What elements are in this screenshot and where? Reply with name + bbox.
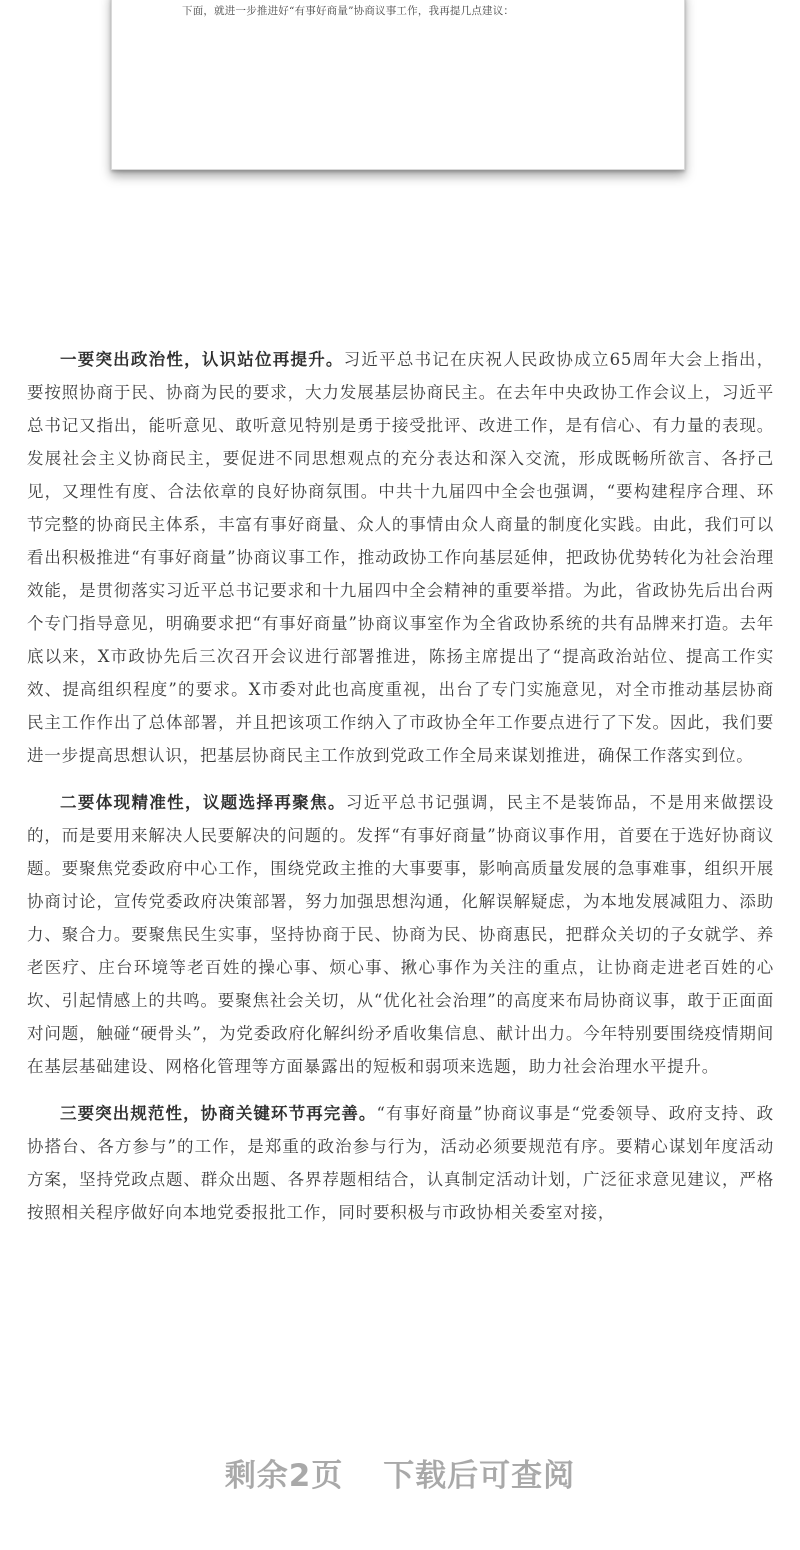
paragraph-1-heading: 一要突出政治性，认识站位再提升。 — [60, 350, 344, 369]
paragraph-1 — [27, 343, 774, 772]
paragraph-2-heading: 二要体现精准性，议题选择再聚焦。 — [60, 793, 346, 812]
remaining-pages-label: 剩余2页 — [224, 1458, 344, 1494]
download-to-view-label: 下载后可查阅 — [383, 1458, 576, 1494]
paragraph-2 — [27, 786, 774, 1083]
paragraph-1-text: 习近平总书记在庆祝人民政协成立65周年大会上指出，要按照协商于民、协商为民的要求，大力发展基层协商民主。在去年中央政协工作会议上，习近平总书记又指出，能听意见、敢听意见特别是勇于接受批评、改进工作，是有信心、有力量的表现。发展社会主义协商民主，要促进不同思想观点的充分表达和深入交流，形成既畅所欲言、各抒己见，又理性有度、合法依章的良好协商氛围。中共十九届四中全会也强调，“要构建程序合理、环节完整的协商民主体系，丰富有事好商量、众人的事情由众人商量的制度化实践。由此，我们可以看出积极推进“有事好商量”协商议事工作，推动政协工作向基层延伸，把政协优势转化为社会治理效能，是贯彻落实习近平总书记要求和十九届四中全会精神的重要举措。为此，省政协先后出台两个专门指导意见，明确要求把“有事好商量”协商议事室作为全省政协系统的共有品牌来打造。去年底以来，X市政协先后三次召开会议进行部署推进，陈扬主席提出了“提高政治站位、提高工作实效、提高组织程度”的要求。X市委对此也高度重视，出台了专门实施意见，对全市推动基层协商民主工作作出了总体部署，并且把该项工作纳入了市政协全年工作要点进行了下发。因此，我们要进一步提高思想认识，把基层协商民主工作放到党政工作全局来谋划推进，确保工作落实到位。 — [27, 350, 774, 765]
paragraph-2-text: 习近平总书记强调，民主不是装饰品，不是用来做摆设的，而是要用来解决人民要解决的问题的。发挥“有事好商量”协商议事作用，首要在于选好协商议题。要聚焦党委政府中心工作，围绕党政主推的大事要事，影响高质量发展的急事难事，组织开展协商讨论，宣传党委政府决策部署，努力加强思想沟通，化解误解疑虑，为本地发展减阻力、添助力、聚合力。要聚焦民生实事，坚持协商于民、协商为民、协商惠民，把群众关切的子女就学、养老医疗、庄台环境等老百姓的操心事、烦心事、揪心事作为关注的重点，让协商走进老百姓的心坎、引起情感上的共鸣。要聚焦社会关切，从“优化社会治理”的高度来布局协商议事，敢于正面面对问题，触碰“硬骨头”，为党委政府化解纠纷矛盾收集信息、献计出力。今年特别要围绕疫情期间在基层基础建设、网格化管理等方面暴露出的短板和弱项来选题，助力社会治理水平提升。 — [27, 793, 774, 1076]
document-body — [27, 343, 774, 1243]
paragraph-3 — [27, 1097, 774, 1229]
paragraph-3-heading: 三要突出规范性，协商关键环节再完善。 — [60, 1104, 377, 1123]
remaining-pages-banner[interactable] — [0, 1450, 800, 1495]
preview-intro-line: 下面，就进一步推进好“有事好商量”协商议事工作，我再提几点建议： — [182, 5, 515, 17]
document-preview-page — [111, 0, 685, 170]
paragraph-3-text: “有事好商量”协商议事是“党委领导、政府支持、政协搭台、各方参与”的工作，是郑重的政治参与行为，活动必须要规范有序。要精心谋划年度活动方案，坚持党政点题、群众出题、各界荐题相结合，认真制定活动计划，广泛征求意见建议，严格按照相关程序做好向本地党委报批工作，同时要积极与市政协相关委室对接， — [27, 1104, 774, 1222]
